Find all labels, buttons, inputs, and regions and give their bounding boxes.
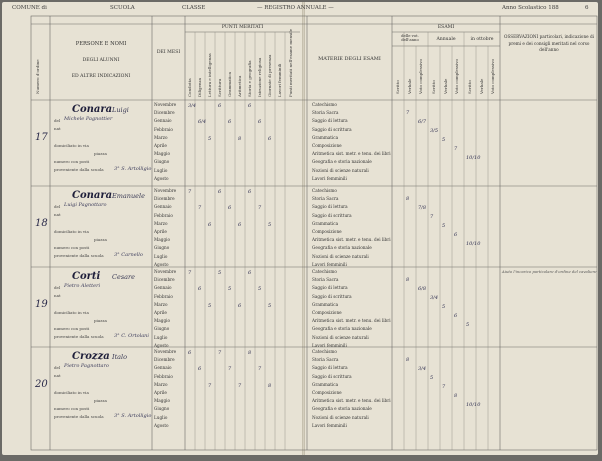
subject-label: Grammatica [312,301,339,307]
exam-mark: 8 [406,196,410,202]
esami-col-5: Voto complessivo [454,59,459,94]
month-label: Luglio [154,334,168,340]
exam-mark: 3/5 [430,128,439,135]
student-given-name: Emanuele [112,192,145,200]
punti-col-7: Istruzione religiosa [257,57,262,97]
subject-label: Catechismo [312,269,337,274]
numero-porta-label: numero con posti [54,326,90,331]
punti-col-4: Grammatica [227,72,232,97]
month-label: Aprile [154,390,167,395]
month-label: Novembre [154,188,177,193]
ruled-grid [2,2,598,455]
subject-label: Saggio di lettura [312,285,348,291]
month-label: Novembre [154,102,177,107]
punti-col-8: Giornate di presenza [267,54,272,97]
student-given-name: Luigi [112,106,129,114]
exam-mark: 10/10 [466,241,481,248]
esami-sub-1: Annuale [436,37,456,42]
subject-label: Lavori femminili [312,261,347,267]
subject-label: Saggio di scrittura [312,212,352,218]
monthly-mark: 6 [228,205,232,212]
subject-label: Storia Sacra [312,357,339,363]
monthly-mark: 5 [208,135,212,142]
exam-mark: 7/8 [418,205,427,212]
exam-mark: 6/7 [418,119,427,126]
monthly-mark: 7 [198,205,202,212]
punti-col-3: Scrittura [217,78,222,97]
exam-mark: 5 [442,137,446,144]
monthly-mark: 8 [268,382,272,389]
month-label: Giugno [154,406,170,412]
osservazioni-header: OSSERVAZIONI particolari, indicazione di premi e dei consigli meritati nel corso dell'anno [504,34,594,52]
student-surname: Corti [72,271,101,282]
subject-label: Composizione [312,390,342,395]
monthly-mark: 6 [248,189,252,195]
piazza-label: piazza [94,237,107,242]
monthly-mark: 5 [268,302,272,309]
monthly-mark: 6 [188,350,192,356]
month-label: Maggio [154,318,171,324]
punti-col-9: Lavori femminili [277,63,282,97]
student-father: Pietro Aletteri [64,283,101,289]
student-prev-school: 3° C. Ortolani [114,333,150,339]
nat-label: nat [54,212,61,217]
student-number: 17 [35,132,48,143]
nat-label: nat [54,373,61,378]
month-label: Aprile [154,229,167,234]
month-label: Marzo [154,301,168,307]
subject-label: Composizione [312,143,342,148]
subject-label: Storia Sacra [312,110,339,116]
student-surname: Crozza [72,351,110,362]
monthly-mark: 7 [188,270,192,276]
student-given-name: Cesare [112,273,135,281]
month-label: Luglio [154,253,168,259]
exam-mark: 5 [430,375,434,382]
subject-label: Storia Sacra [312,196,339,202]
exam-mark: 6 [454,313,458,320]
registro-label: — REGISTRO ANNUALE — [257,5,334,11]
monthly-mark: 6 [198,286,202,293]
esami-col-0: Scritto [395,80,400,94]
month-label: Febbraio [154,212,173,218]
register-sheet [2,2,598,455]
esami-header: ESAMI [437,25,455,30]
monthly-mark: 7 [188,189,192,195]
domicilio-label: domiciliato in via [54,390,89,395]
month-label: Novembre [154,269,177,274]
student-number: 18 [35,218,48,229]
month-label: Agosto [154,175,169,181]
month-label: Febbraio [154,126,173,132]
monthly-mark: 6 [248,103,252,109]
monthly-mark: 5 [228,286,232,293]
esami-col-6: Scritto [467,80,472,94]
month-label: Marzo [154,220,168,226]
month-label: Luglio [154,167,168,173]
punti-col-5: Aritmetica [237,75,242,97]
month-label: Maggio [154,398,171,404]
monthly-mark: 5 [208,302,212,309]
subject-label: Catechismo [312,349,337,354]
exam-mark: 5 [442,304,446,311]
esami-col-8: Voto complessivo [490,59,495,94]
month-label: Marzo [154,381,168,387]
punti-header: PUNTI MERITATI [221,25,264,30]
subject-label: Geografia e storia nazionale [312,245,372,251]
month-label: Dicembre [154,196,175,202]
subject-label: Catechismo [312,102,337,107]
domicilio-label: domiciliato in via [54,143,89,148]
month-label: Maggio [154,151,171,157]
punti-col-10: Punti meritati nell'esame mensile [288,28,293,97]
monthly-mark: 6 [208,221,212,228]
month-label: Gennaio [154,118,172,124]
subject-label: Aritmetica sist. metr. e tenu. dei libri [312,237,391,243]
persone-sub2-header: ED ALTRE INDICAZIONI [71,74,131,79]
subject-label: Aritmetica sist. metr. e tenu. dei libri [312,151,391,157]
subject-label: Nozioni di scienze naturali [312,167,369,173]
subject-label: Grammatica [312,134,339,140]
student-surname: Conara [72,190,113,201]
subject-label: Saggio di scrittura [312,373,352,379]
month-label: Luglio [154,414,168,420]
subject-label: Composizione [312,310,342,315]
monthly-mark: 6 [198,366,202,373]
esami-sub-0: delle vot. dell'anno [401,33,419,43]
monthly-mark: 7 [258,366,262,373]
subject-label: Saggio di scrittura [312,293,352,299]
del-label: del [54,285,61,290]
monthly-mark: 7 [208,382,212,389]
exam-mark: 8 [406,357,410,363]
punti-col-0: Condotta [187,78,192,97]
subject-label: Saggio di lettura [312,118,348,124]
exam-mark: 7 [442,384,446,391]
punti-col-1: Diligenza [197,77,202,97]
persone-header: PERSONE E NOMI [75,41,127,47]
piazza-label: piazza [94,318,107,323]
numero-header: Numero d'ordine [35,59,40,94]
month-label: Gennaio [154,365,172,371]
student-father: Luigi Pagnottaro [64,202,107,208]
exam-mark: 10/10 [466,155,481,162]
monthly-mark: 3/4 [188,103,197,109]
subject-label: Lavori femminili [312,422,347,428]
anno-label: Anno Scolastico 188 [502,5,559,11]
subject-label: Nozioni di scienze naturali [312,334,369,340]
monthly-mark: 6 [218,103,222,109]
month-label: Giugno [154,245,170,251]
nat-label: nat [54,126,61,131]
student-father: Pietro Pagnottaro [64,363,109,369]
subject-label: Aritmetica sist. metr. e tenu. dei libri [312,398,391,404]
exam-mark: 10/10 [466,402,481,409]
provenienza-label: proveniente dalla scuola [54,167,104,172]
monthly-mark: 6/4 [198,119,207,126]
month-label: Aprile [154,143,167,148]
esami-col-3: Scritto [431,80,436,94]
monthly-mark: 6 [218,189,222,195]
del-label: del [54,365,61,370]
subject-label: Saggio di scrittura [312,126,352,132]
piazza-label: piazza [94,398,107,403]
subject-label: Grammatica [312,220,339,226]
month-label: Giugno [154,326,170,332]
student-number: 20 [35,379,48,390]
exam-mark: 7 [430,214,434,221]
mesi-header: DEI MESI [156,50,181,55]
month-label: Agosto [154,342,169,348]
subject-label: Catechismo [312,188,337,193]
exam-mark: 3/4 [430,295,439,302]
subject-label: Grammatica [312,381,339,387]
esami-col-7: Verbale [479,78,484,94]
student-given-name: Italo [112,353,128,361]
domicilio-label: domiciliato in via [54,310,89,315]
month-label: Novembre [154,349,177,354]
monthly-mark: 6 [238,221,242,228]
persone-sub-header: DEGLI ALUNNI [82,58,120,63]
exam-mark: 7 [406,110,410,116]
monthly-mark: 7 [228,366,232,373]
month-label: Maggio [154,237,171,243]
student-number: 19 [35,299,48,310]
numero-porta-label: numero con posti [54,406,90,411]
monthly-mark: 8 [238,135,242,142]
subject-label: Storia Sacra [312,277,339,283]
monthly-mark: 8 [248,350,252,356]
monthly-mark: 6 [228,119,232,126]
exam-mark: 6/8 [418,286,427,293]
subject-label: Geografia e storia nazionale [312,159,372,165]
monthly-mark: 6 [258,119,262,126]
exam-mark: 7 [454,146,458,153]
subject-label: Saggio di lettura [312,204,348,210]
exam-mark: 8 [406,277,410,283]
exam-mark: 6 [454,232,458,239]
classe-label: CLASSE [182,5,206,11]
monthly-mark: 6 [238,302,242,309]
subject-label: Nozioni di scienze naturali [312,253,369,259]
scuola-label: SCUOLA [110,5,135,11]
student-surname: Conara [72,104,113,115]
month-label: Febbraio [154,293,173,299]
exam-mark: 8 [454,393,458,400]
domicilio-label: domiciliato in via [54,229,89,234]
exam-mark: 5 [466,322,470,329]
del-label: del [54,118,61,123]
esami-col-4: Verbale [443,78,448,94]
month-label: Aprile [154,310,167,315]
esami-sub-2: in ottobre [470,37,494,42]
monthly-mark: 7 [258,205,262,212]
month-label: Dicembre [154,277,175,283]
student-prev-school: 3° S. Artolligio [114,166,152,172]
subject-label: Lavori femminili [312,342,347,348]
student-father: Michele Pagnottier [64,116,113,122]
provenienza-label: proveniente dalla scuola [54,334,104,339]
monthly-mark: 5 [258,286,262,293]
comune-label: COMUNE di [12,5,47,11]
month-label: Dicembre [154,110,175,116]
exam-mark: 3/4 [418,366,427,373]
monthly-mark: 7 [238,382,242,389]
subject-label: Geografia e storia nazionale [312,326,372,332]
subject-label: Saggio di lettura [312,365,348,371]
provenienza-label: proveniente dalla scuola [54,253,104,258]
student-prev-school: 3° Carnello [114,252,143,258]
monthly-mark: 5 [218,270,222,276]
monthly-mark: 6 [268,135,272,142]
numero-porta-label: numero con posti [54,245,90,250]
monthly-mark: 7 [218,350,222,356]
punti-col-6: Storia e geografia [247,60,252,97]
student-prev-school: 3° S. Artolligio [114,413,152,419]
page-number: 6 [585,5,589,11]
nat-label: nat [54,293,61,298]
subject-label: Aritmetica sist. metr. e tenu. dei libri [312,318,391,324]
subject-label: Nozioni di scienze naturali [312,414,369,420]
materie-header: MATERIE DEGLI ESAMI [318,56,381,62]
esami-col-2: Voto complessivo [418,59,423,94]
subject-label: Lavori femminili [312,175,347,181]
exam-mark: 5 [442,223,446,230]
piazza-label: piazza [94,151,107,156]
month-label: Gennaio [154,204,172,210]
month-label: Agosto [154,261,169,267]
month-label: Marzo [154,134,168,140]
month-label: Dicembre [154,357,175,363]
subject-label: Geografia e storia nazionale [312,406,372,412]
provenienza-label: proveniente dalla scuola [54,414,104,419]
subject-label: Composizione [312,229,342,234]
monthly-mark: 5 [268,221,272,228]
month-label: Gennaio [154,285,172,291]
numero-porta-label: numero con posti [54,159,90,164]
del-label: del [54,204,61,209]
observation-note: Aiuto l'incarico particolare d'ordine del cavaliere [502,269,597,274]
punti-col-2: Lettura e intelligenza [207,53,212,97]
esami-col-1: Verbale [407,78,412,94]
month-label: Febbraio [154,373,173,379]
month-label: Agosto [154,422,169,428]
monthly-mark: 6 [248,270,252,276]
month-label: Giugno [154,159,170,165]
